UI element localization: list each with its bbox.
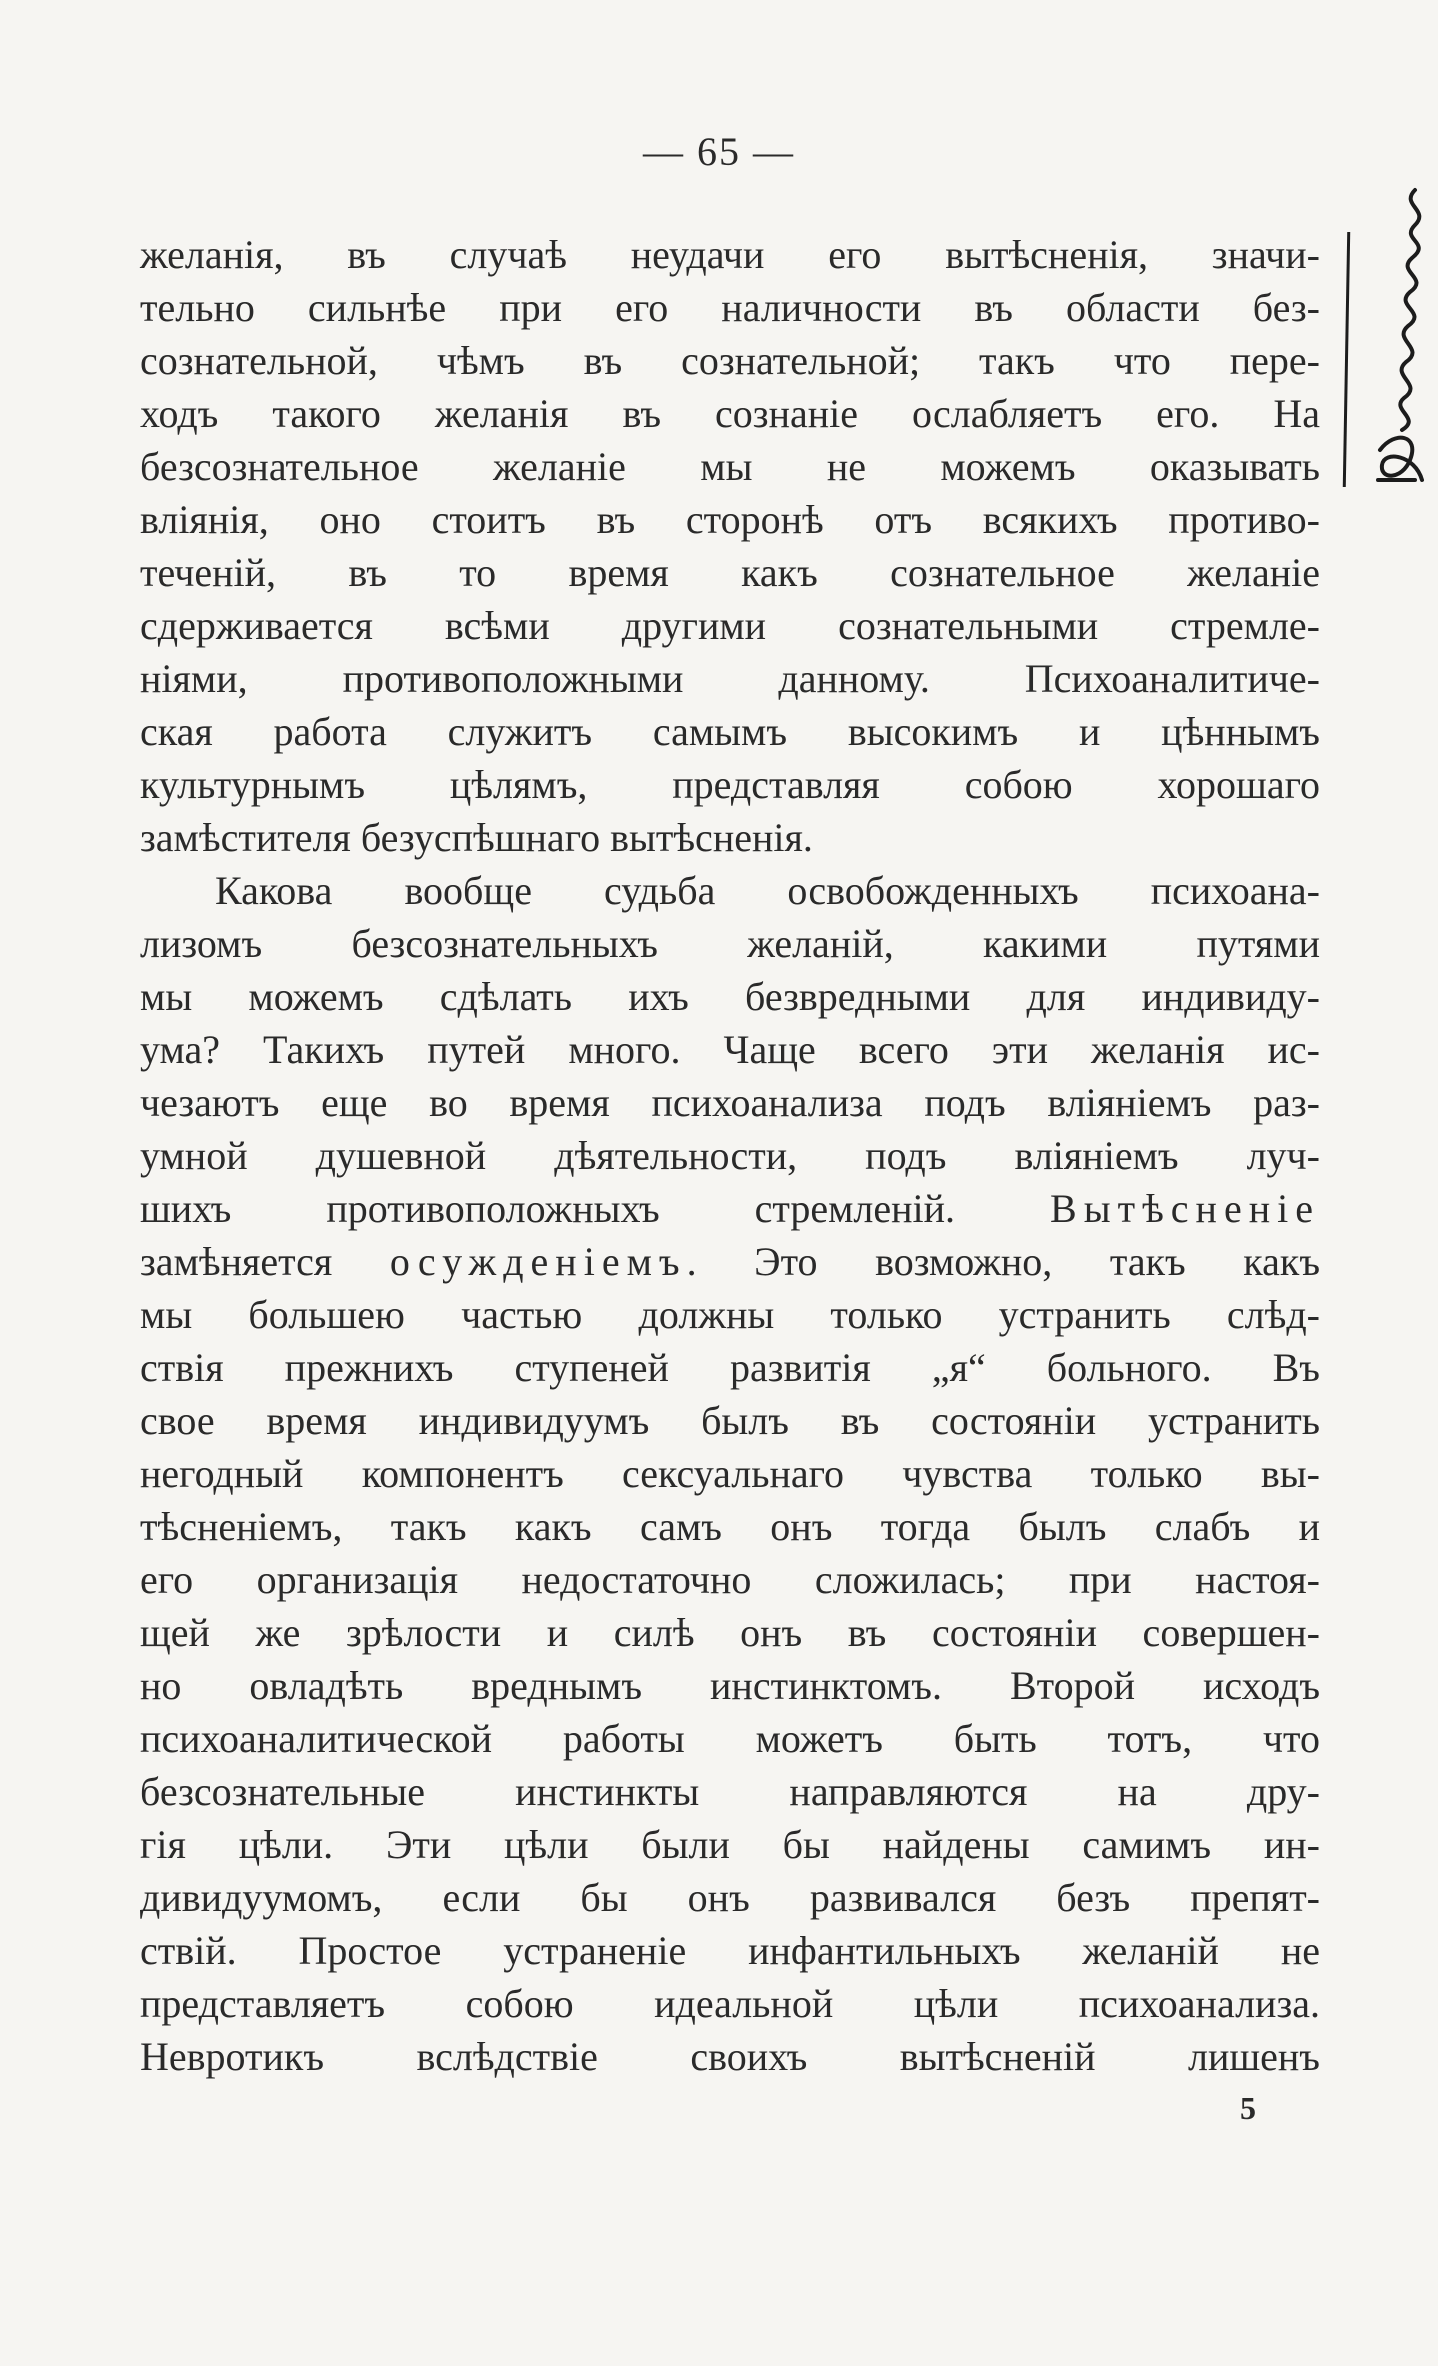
text-line: безсознательное желаніе мы не можемъ оказывать — [140, 444, 1320, 489]
text-segment: замѣняется — [140, 1239, 333, 1284]
text-line: мы можемъ сдѣлать ихъ безвредными для индивиду- — [140, 974, 1320, 1019]
text-line-with-emphasis — [140, 1235, 1320, 1288]
body-text — [140, 228, 1320, 2083]
text-line: ходъ такого желанія въ сознаніе ослабляетъ его. На — [140, 391, 1320, 436]
handwriting-scribble-icon — [1360, 180, 1438, 500]
text-line: замѣстителя безуспѣшнаго вытѣсненія. — [140, 815, 813, 860]
text-line: гія цѣли. Эти цѣли были бы найдены самимъ ин- — [140, 1822, 1320, 1867]
text-line: ствій. Простое устраненіе инфантильныхъ желаній не — [140, 1928, 1320, 1973]
handwritten-margin-note — [1360, 180, 1438, 500]
signature-mark: 5 — [1240, 2090, 1256, 2126]
text-line: ніями, противоположными данному. Психоаналитиче- — [140, 656, 1320, 701]
text-line: Невротикъ вслѣдствіе своихъ вытѣсненій лишенъ — [140, 2034, 1320, 2079]
text-line: мы большею частью должны только устранить слѣд- — [140, 1292, 1320, 1337]
text-line: умной душевной дѣятельности, подъ вліяніемъ луч- — [140, 1133, 1320, 1178]
text-line: ума? Такихъ путей много. Чаще всего эти желанія ис- — [140, 1027, 1320, 1072]
text-line: Какова вообще судьба освобожденныхъ психоана- — [215, 868, 1320, 913]
page-number: — 65 — — [643, 129, 795, 174]
text-line-with-emphasis — [140, 1182, 1320, 1235]
text-line: вліянія, оно стоитъ въ сторонѣ отъ всякихъ противо- — [140, 497, 1320, 542]
margin-rule — [1343, 232, 1350, 487]
emphasis-vytesnenie: Вытѣсненіе — [1050, 1186, 1320, 1231]
text-line: представляетъ собою идеальной цѣли психоанализа. — [140, 1981, 1320, 2026]
text-line: его организація недостаточно сложилась; при настоя- — [140, 1557, 1320, 1602]
text-line: но овладѣть вреднымъ инстинктомъ. Второй исходъ — [140, 1663, 1320, 1708]
text-segment: . Это возможно, такъ какъ — [686, 1239, 1321, 1284]
text-line: сдерживается всѣми другими сознательными стремле- — [140, 603, 1320, 648]
text-line: дивидуумомъ, если бы онъ развивался безъ препят- — [140, 1875, 1320, 1920]
text-line: психоаналитической работы можетъ быть тотъ, что — [140, 1716, 1320, 1761]
text-line: теченій, въ то время какъ сознательное желаніе — [140, 550, 1320, 595]
emphasis-osuzhdeniem: осужденіемъ — [389, 1239, 687, 1284]
text-segment: шихъ противоположныхъ стремленій. — [140, 1186, 956, 1231]
text-line: ская работа служитъ самымъ высокимъ и цѣннымъ — [140, 709, 1320, 754]
text-line: тельно сильнѣе при его наличности въ области без- — [140, 285, 1320, 330]
text-line: щей же зрѣлости и силѣ онъ въ состояніи совершен- — [140, 1610, 1320, 1655]
text-line: лизомъ безсознательныхъ желаній, какими путями — [140, 921, 1320, 966]
text-line: негодный компонентъ сексуальнаго чувства только вы- — [140, 1451, 1320, 1496]
text-line: ствія прежнихъ ступеней развитія „я“ больного. Въ — [140, 1345, 1320, 1390]
text-line: чезаютъ еще во время психоанализа подъ вліяніемъ раз- — [140, 1080, 1320, 1125]
text-line: свое время индивидуумъ былъ въ состояніи устранить — [140, 1398, 1320, 1443]
text-line: сознательной, чѣмъ въ сознательной; такъ что пере- — [140, 338, 1320, 383]
text-line: желанія, въ случаѣ неудачи его вытѣсненія, значи- — [140, 232, 1320, 277]
text-line: безсознательные инстинкты направляются на дру- — [140, 1769, 1320, 1814]
text-line: тѣсненіемъ, такъ какъ самъ онъ тогда былъ слабъ и — [140, 1504, 1320, 1549]
text-line: культурнымъ цѣлямъ, представляя собою хорошаго — [140, 762, 1320, 807]
